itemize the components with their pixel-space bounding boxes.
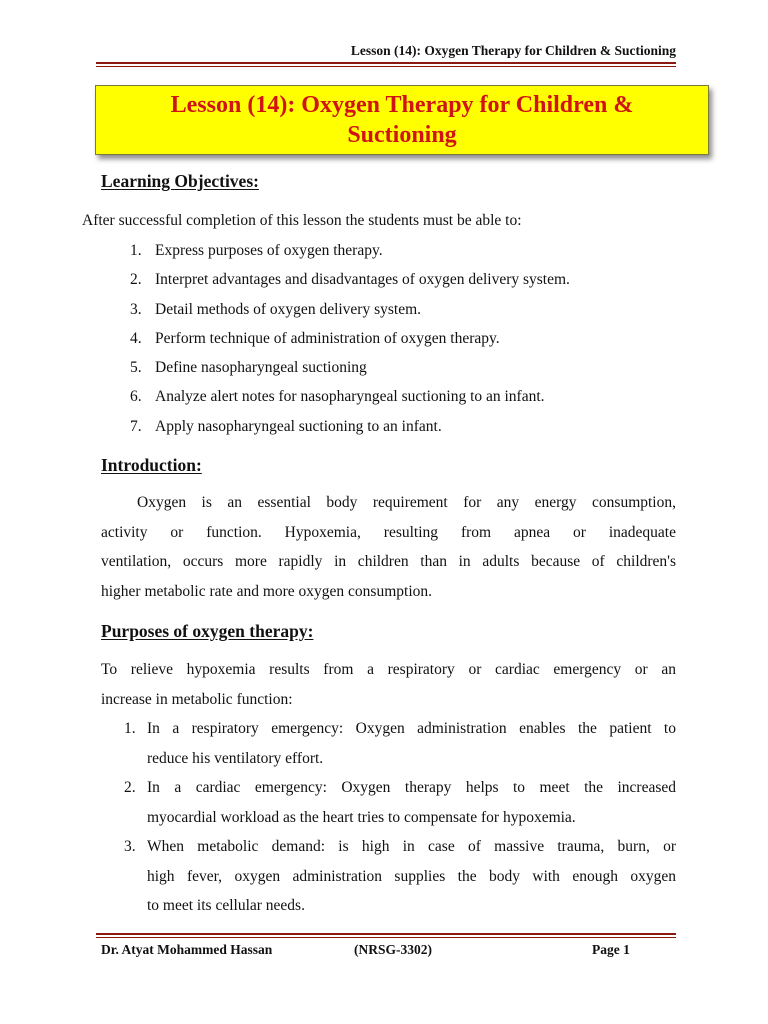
list-item [125,265,685,294]
list-number: 6. [130,388,142,406]
list-item [120,832,676,921]
list-item-text: Define nasopharyngeal suctioning [155,359,367,377]
list-item [125,412,685,441]
paragraph-line: high fever, oxygen administration supplies the body with enough oxygen [147,867,676,885]
introduction-paragraph [101,488,676,606]
paragraph-line: activity or function. Hypoxemia, resulting from apnea or inadequate [101,523,676,541]
list-number: 2. [124,779,136,796]
list-item [125,236,685,265]
lesson-title-box [95,85,709,155]
list-number: 3. [130,300,142,318]
list-number: 4. [130,329,142,347]
footer-page-number: Page 1 [592,942,630,957]
footer-course-code: (NRSG-3302) [354,942,432,957]
list-item-text [147,773,676,832]
footer-rule [96,933,676,938]
lesson-title-line-2: Suctioning [347,122,457,148]
list-number: 5. [130,359,142,377]
paragraph-line: In a respiratory emergency: Oxygen administration enables the patient to [147,720,676,737]
paragraph-line: In a cardiac emergency: Oxygen therapy helps to meet the increased [147,779,676,796]
list-item-text: Perform technique of administration of oxygen therapy. [155,329,500,347]
objectives-intro: After successful completion of this lesson the students must be able to: [82,212,522,229]
paragraph-line: When metabolic demand: is high in case of massive trauma, burn, or [147,838,676,855]
paragraph-line: myocardial workload as the heart tries to compensate for hypoxemia. [147,808,576,826]
objectives-list [125,236,685,441]
paragraph-line: ventilation, occurs more rapidly in children than in adults because of children's [101,553,676,570]
running-header: Lesson (14): Oxygen Therapy for Children & Suctioning [350,43,676,58]
list-item-text: Interpret advantages and disadvantages of oxygen delivery system. [155,271,570,289]
header-rule [96,62,676,67]
paragraph-line: To relieve hypoxemia results from a respiratory or cardiac emergency or an [101,661,676,678]
list-item [125,353,685,382]
list-item-text [147,832,676,921]
list-item [120,714,676,773]
list-item-text [147,714,676,773]
list-number: 1. [124,720,136,737]
list-item [125,295,685,324]
list-item-text: Analyze alert notes for nasopharyngeal suctioning to an infant. [155,388,545,406]
paragraph-line: increase in metabolic function: [101,690,293,708]
purposes-heading: Purposes of oxygen therapy: [101,621,314,641]
list-item-text: Apply nasopharyngeal suctioning to an infant. [155,417,442,435]
paragraph-line: to meet its cellular needs. [147,897,305,914]
list-item-text: Detail methods of oxygen delivery system. [155,300,422,318]
list-item [120,773,676,832]
list-number: 2. [130,271,142,289]
list-item [125,324,685,353]
list-item [125,382,685,411]
paragraph-line: reduce his ventilatory effort. [147,749,324,767]
lesson-title-line-1: Lesson (14): Oxygen Therapy for Children & [170,92,634,118]
list-number: 7. [130,417,142,435]
paragraph-line: higher metabolic rate and more oxygen consumption. [101,582,433,600]
footer-author: Dr. Atyat Mohammed Hassan [101,942,273,957]
purposes-list [120,714,676,921]
list-number: 3. [124,838,136,855]
paragraph-line: Oxygen is an essential body requirement for any energy consumption, [137,494,676,511]
list-item-text: Express purposes of oxygen therapy. [155,242,383,259]
purposes-intro [101,655,676,714]
introduction-heading: Introduction: [101,455,202,475]
learning-objectives-heading: Learning Objectives: [101,171,259,191]
list-number: 1. [130,242,142,259]
